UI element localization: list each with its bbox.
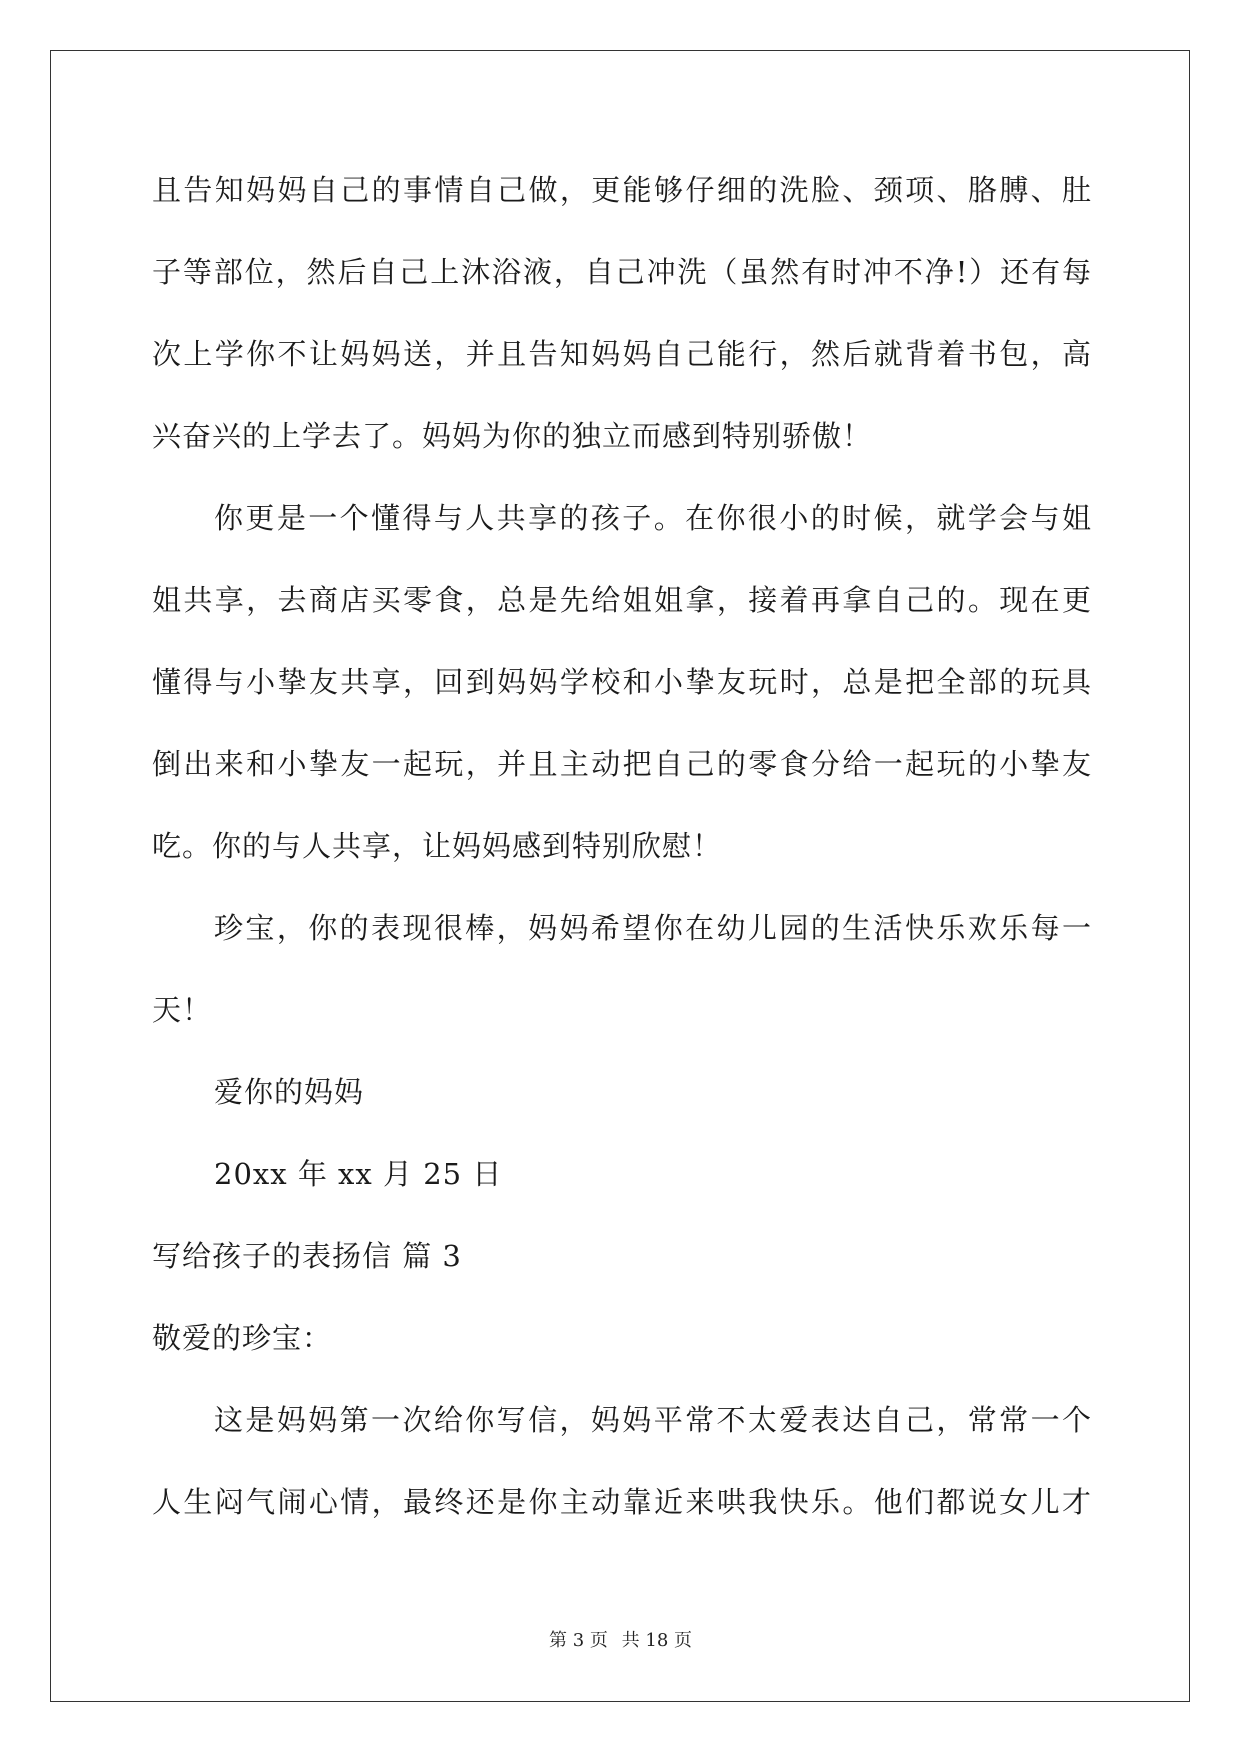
text-line: 珍宝，你的表现很棒，妈妈希望你在幼儿园的生活快乐欢乐每一 [214,911,1092,945]
section-heading: 写给孩子的表扬信 篇 3 [152,1239,462,1273]
text-line: 倒出来和小挚友一起玩，并且主动把自己的零食分给一起玩的小挚友 [152,747,1092,781]
date-line: 20xx 年 xx 月 25 日 [214,1157,503,1191]
document-body [152,158,1092,1552]
text-line: 懂得与小挚友共享，回到妈妈学校和小挚友玩时，总是把全部的玩具 [152,665,1092,699]
text-line: 兴奋兴的上学去了。妈妈为你的独立而感到特别骄傲！ [152,419,873,453]
salutation-line: 敬爱的珍宝： [152,1321,333,1355]
signature-line: 爱你的妈妈 [214,1075,365,1109]
page-number: 第 3 页 [549,1630,608,1651]
page-total: 共 18 页 [621,1630,692,1651]
page-footer [0,1626,1241,1652]
text-line: 这是妈妈第一次给你写信，妈妈平常不太爱表达自己，常常一个 [214,1403,1092,1437]
text-line: 且告知妈妈自己的事情自己做，更能够仔细的洗脸、颈项、胳膊、肚 [152,173,1092,207]
text-line: 你更是一个懂得与人共享的孩子。在你很小的时候，就学会与姐 [214,501,1092,535]
text-line: 吃。你的与人共享，让妈妈感到特别欣慰！ [152,829,723,863]
text-line: 次上学你不让妈妈送，并且告知妈妈自己能行，然后就背着书包，高 [152,337,1092,371]
text-line: 天！ [152,993,213,1027]
text-line: 子等部位，然后自己上沐浴液，自己冲洗（虽然有时冲不净!）还有每 [152,255,1092,289]
text-line: 人生闷气闹心情，最终还是你主动靠近来哄我快乐。他们都说女儿才 [152,1485,1092,1519]
text-line: 姐共享，去商店买零食，总是先给姐姐拿，接着再拿自己的。现在更 [152,583,1092,617]
